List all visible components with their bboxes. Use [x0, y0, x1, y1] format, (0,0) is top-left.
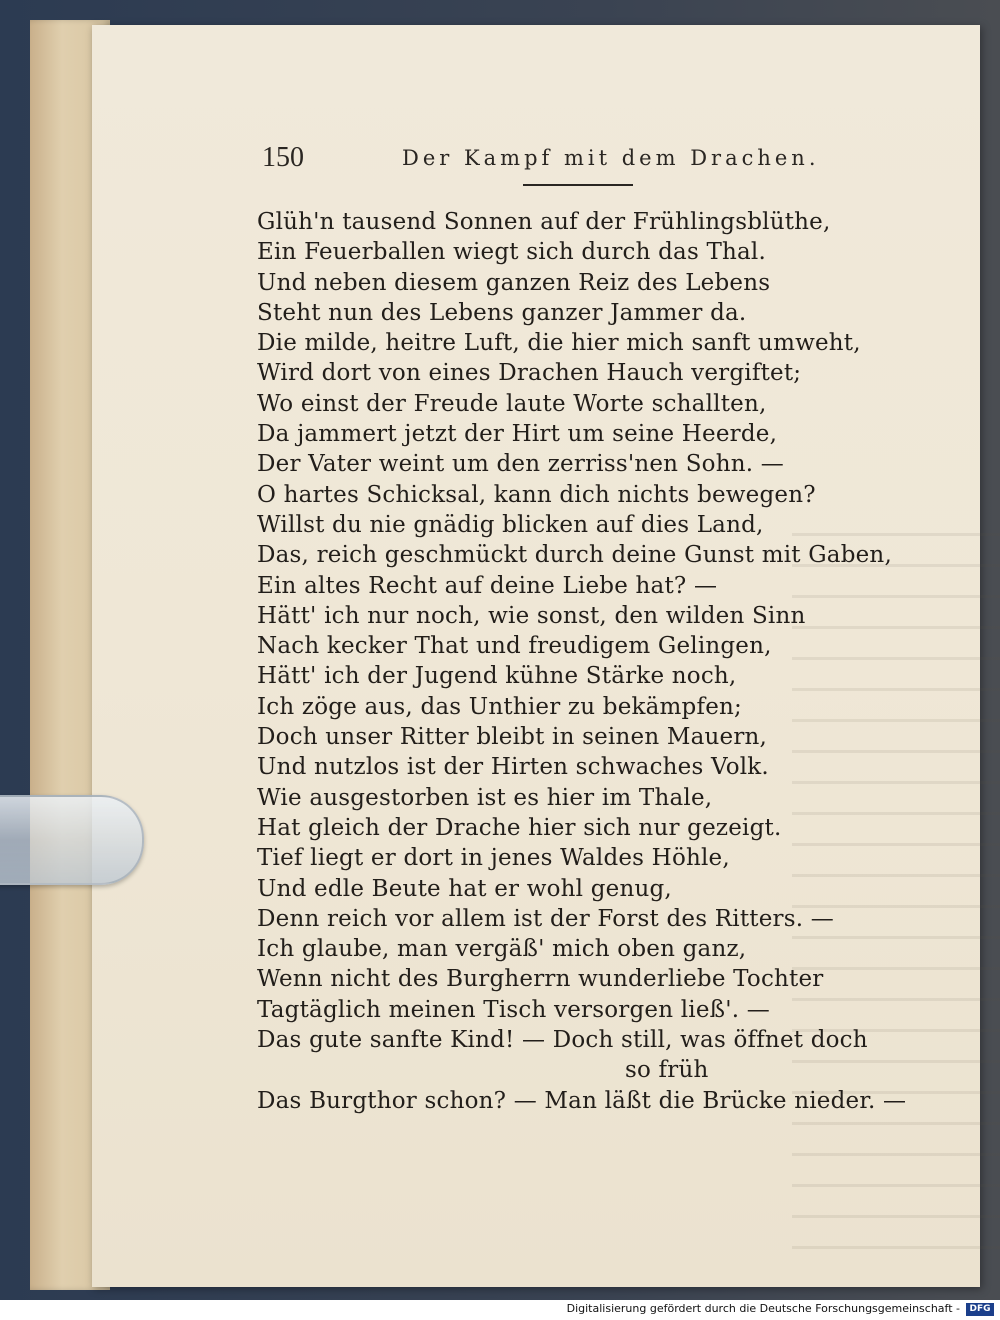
poem-line-continuation: so früh	[625, 1057, 709, 1084]
poem-line: Willst du nie gnädig blicken auf dies Land,	[257, 511, 764, 538]
poem-line: Doch unser Ritter bleibt in seinen Mauern,	[257, 724, 768, 751]
poem-line: Und neben diesem ganzen Reiz des Lebens	[257, 269, 771, 296]
poem-line: O hartes Schicksal, kann dich nichts bewegen?	[257, 481, 816, 508]
poem-text	[257, 207, 907, 1116]
poem-line: Wo einst der Freude laute Worte schallten,	[257, 390, 767, 417]
poem-line: Ich zöge aus, das Unthier zu bekämpfen;	[257, 693, 742, 720]
dfg-logo: DFG	[966, 1303, 994, 1316]
header-rule	[523, 184, 633, 186]
poem-line: Wird dort von eines Drachen Hauch vergiftet;	[257, 360, 802, 387]
poem-line: Hat gleich der Drache hier sich nur gezeigt.	[257, 814, 782, 841]
poem-line: Ein altes Recht auf deine Liebe hat? —	[257, 572, 718, 599]
poem-line: Das, reich geschmückt durch deine Gunst mit Gaben,	[257, 542, 892, 569]
poem-line: Wenn nicht des Burgherrn wunderliebe Tochter	[257, 966, 824, 993]
poem-line: Tief liegt er dort in jenes Waldes Höhle,	[257, 845, 730, 872]
poem-line: Hätt' ich der Jugend kühne Stärke noch,	[257, 663, 737, 690]
poem-line: Die milde, heitre Luft, die hier mich sanft umweht,	[257, 330, 861, 357]
poem-line: Da jammert jetzt der Hirt um seine Heerde,	[257, 421, 778, 448]
poem-line: Wie ausgestorben ist es hier im Thale,	[257, 784, 713, 811]
poem-line: Das gute sanfte Kind! — Doch still, was öffnet doch	[257, 1027, 868, 1054]
poem-line: Der Vater weint um den zerriss'nen Sohn. —	[257, 451, 784, 478]
poem-line: Nach kecker That und freudigem Gelingen,	[257, 633, 772, 660]
poem-line: Tagtäglich meinen Tisch versorgen ließ'. —	[257, 996, 770, 1023]
poem-line: Hätt' ich nur noch, wie sonst, den wilden Sinn	[257, 602, 806, 629]
poem-line: Denn reich vor allem ist der Forst des Ritters. —	[257, 905, 834, 932]
poem-line: Ich glaube, man vergäß' mich oben ganz,	[257, 936, 747, 963]
poem-line: Steht nun des Lebens ganzer Jammer da.	[257, 299, 747, 326]
funding-credit: Digitalisierung gefördert durch die Deutsche Forschungsgemeinschaft -	[566, 1302, 960, 1315]
page-number: 150	[262, 142, 304, 173]
poem-line: Und edle Beute hat er wohl genug,	[257, 875, 672, 902]
footer-bar	[0, 1300, 1000, 1320]
poem-line: Glüh'n tausend Sonnen auf der Frühlingsblüthe,	[257, 209, 831, 235]
poem-line: Und nutzlos ist der Hirten schwaches Volk.	[257, 754, 769, 781]
poem-line: Das Burgthor schon? — Man läßt die Brücke nieder. —	[257, 1087, 907, 1114]
page-clip	[0, 795, 144, 885]
running-head	[262, 142, 820, 184]
running-title: Der Kampf mit dem Drachen.	[402, 146, 820, 170]
poem-line: Ein Feuerballen wiegt sich durch das Thal.	[257, 239, 766, 266]
